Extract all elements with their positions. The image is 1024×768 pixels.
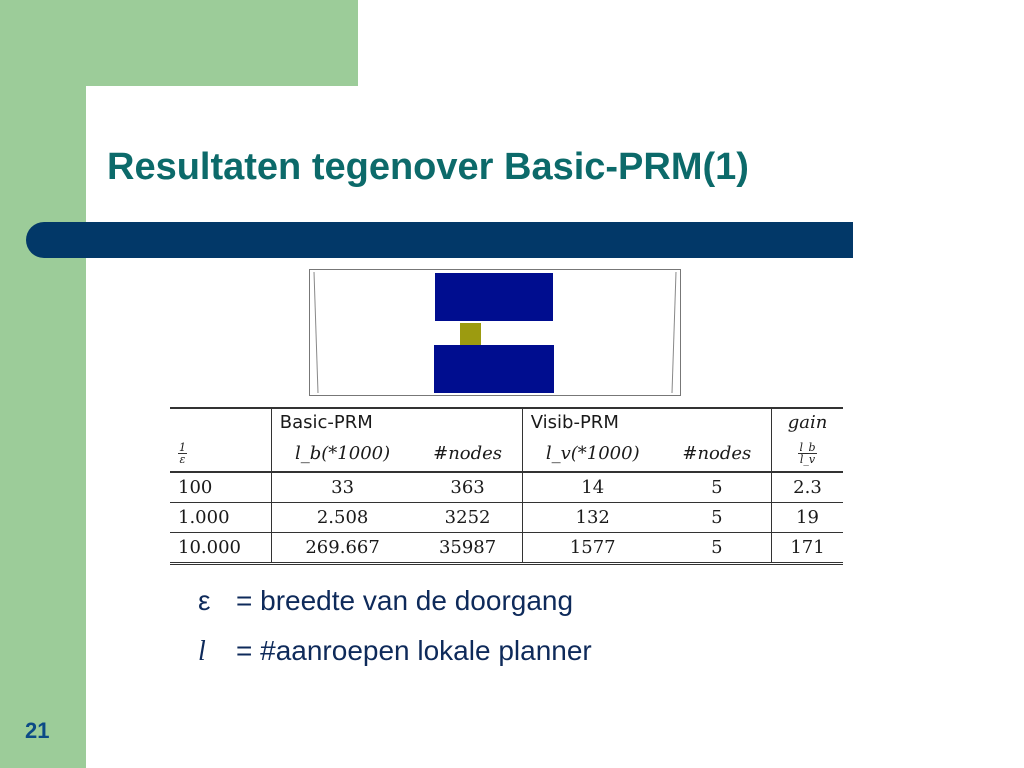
workspace-diagram [310, 270, 680, 395]
table-cell: 10.000 [170, 533, 271, 564]
legend-item-epsilon [198, 585, 592, 635]
table-cell: 33 [271, 472, 413, 503]
table-cell: 132 [522, 503, 662, 533]
basic-prm-header: Basic-PRM [271, 408, 522, 435]
basic-nodes-header: #nodes [413, 435, 522, 472]
epsilon-symbol: ε [198, 585, 211, 616]
table-cell: 269.667 [271, 533, 413, 564]
table-cell: 5 [663, 472, 772, 503]
workspace-right-edge [672, 272, 676, 393]
table-cell: 171 [772, 533, 844, 564]
visib-nodes-header: #nodes [663, 435, 772, 472]
table-sub-header-row [170, 435, 843, 472]
table-cell: 19 [772, 503, 844, 533]
table-cell: 35987 [413, 533, 522, 564]
l-symbol: l [198, 636, 206, 667]
gain-fraction [798, 442, 816, 465]
obstacle-bottom [434, 345, 554, 393]
table-row [170, 503, 843, 533]
lb-header: l_b(*1000) [271, 435, 413, 472]
gain-header: gain [772, 408, 844, 435]
obstacle-top [435, 273, 553, 321]
symbol-legend [198, 585, 592, 685]
visib-prm-header: Visib-PRM [522, 408, 771, 435]
table-cell: 14 [522, 472, 662, 503]
l-definition: = #aanroepen lokale planner [236, 635, 592, 666]
content-corner [86, 86, 146, 146]
workspace-left-edge [314, 272, 318, 393]
gain-fraction-header [772, 435, 844, 472]
fraction-denominator: l_v [799, 452, 816, 466]
title-underline-bar [26, 222, 853, 258]
table-row [170, 472, 843, 503]
epsilon-col-header-top [170, 408, 271, 435]
inverse-epsilon-fraction [178, 442, 187, 465]
table-cell: 100 [170, 472, 271, 503]
epsilon-col-header [170, 435, 271, 472]
table-cell: 5 [663, 533, 772, 564]
fraction-numerator: l_b [799, 440, 816, 454]
top-accent-band [0, 0, 358, 86]
legend-item-l [198, 635, 592, 685]
table-group-header-row [170, 408, 843, 435]
table-cell: 1577 [522, 533, 662, 564]
table-cell: 2.508 [271, 503, 413, 533]
slide-number: 21 [25, 718, 50, 743]
fraction-numerator: 1 [179, 440, 186, 454]
left-accent-band [0, 0, 86, 768]
narrow-passage-figure [309, 269, 681, 396]
results-table [170, 407, 843, 565]
table-cell: 5 [663, 503, 772, 533]
table-row [170, 533, 843, 564]
lv-header: l_v(*1000) [522, 435, 662, 472]
epsilon-definition: = breedte van de doorgang [236, 585, 574, 616]
table-cell: 363 [413, 472, 522, 503]
fraction-denominator: ε [179, 452, 186, 466]
robot-square [460, 323, 481, 345]
slide-title: Resultaten tegenover Basic-PRM(1) [107, 146, 749, 188]
table-cell: 1.000 [170, 503, 271, 533]
table-cell: 2.3 [772, 472, 844, 503]
table-cell: 3252 [413, 503, 522, 533]
